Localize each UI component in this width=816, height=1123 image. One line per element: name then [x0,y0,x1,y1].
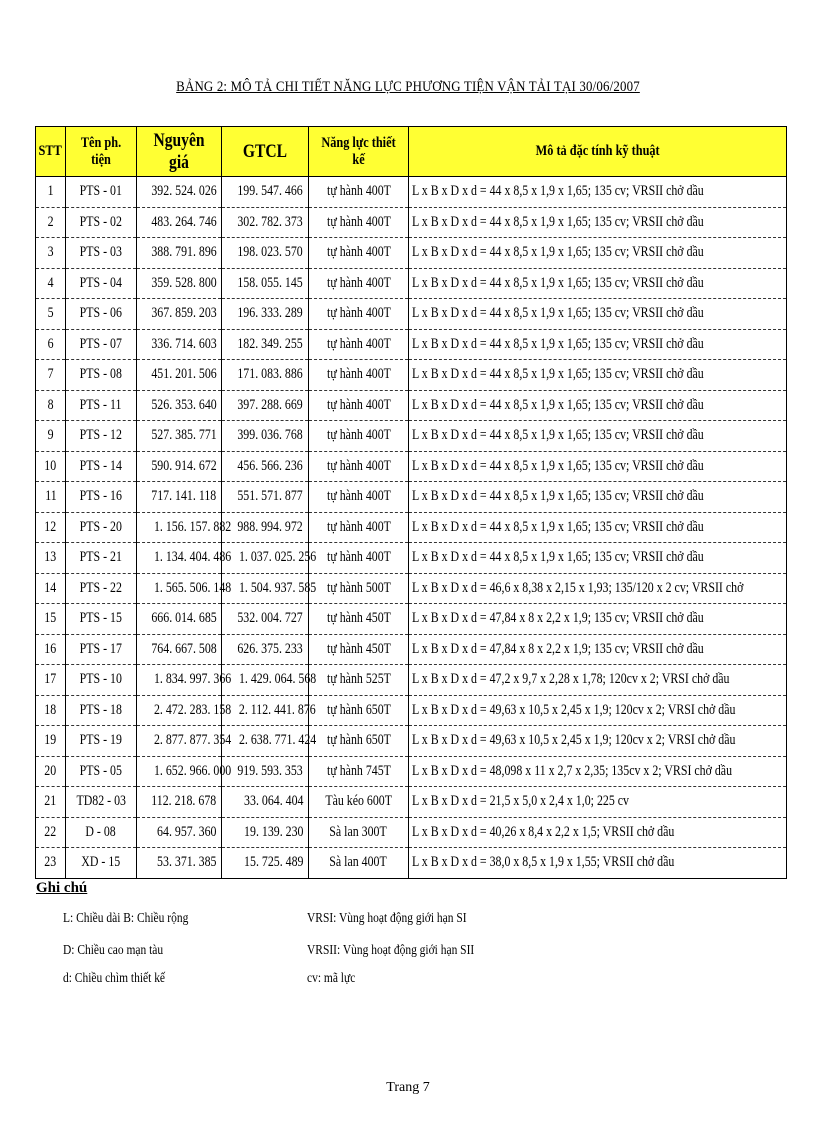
table-row [36,207,787,238]
row-residual-value: 2. 638. 771. 424 [222,726,309,757]
table-row [36,360,787,391]
row-technical-description: L x B x D x d = 44 x 8,5 x 1,9 x 1,65; 135 cv; VRSII chở dầu [409,299,787,330]
row-original-cost: 388. 791. 896 [137,238,222,269]
table-row [36,451,787,482]
row-design-capacity: tự hành 745T [309,756,409,787]
row-design-capacity: tự hành 400T [309,238,409,269]
row-original-cost: 336. 714. 603 [137,329,222,360]
row-stt: 22 [36,817,66,848]
row-residual-value: 919. 593. 353 [222,756,309,787]
row-vehicle-name: PTS - 22 [66,573,137,604]
note-vrsii: VRSII: Vùng hoạt động giới hạn SII [307,943,475,958]
row-residual-value: 1. 429. 064. 568 [222,665,309,696]
row-residual-value: 551. 571. 877 [222,482,309,513]
table-row [36,421,787,452]
table-row [36,390,787,421]
table-row [36,543,787,574]
row-residual-value: 1. 037. 025. 256 [222,543,309,574]
row-original-cost: 64. 957. 360 [137,817,222,848]
row-original-cost: 764. 667. 508 [137,634,222,665]
row-vehicle-name: PTS - 01 [66,177,137,208]
table-row [36,756,787,787]
table-row [36,817,787,848]
row-original-cost: 392. 524. 026 [137,177,222,208]
row-design-capacity: tự hành 450T [309,634,409,665]
row-design-capacity: tự hành 500T [309,573,409,604]
row-design-capacity: tự hành 450T [309,604,409,635]
row-technical-description: L x B x D x d = 47,84 x 8 x 2,2 x 1,9; 135 cv; VRSII chở dầu [409,634,787,665]
row-stt: 19 [36,726,66,757]
row-original-cost: 1. 134. 404. 486 [137,543,222,574]
row-residual-value: 196. 333. 289 [222,299,309,330]
row-original-cost: 112. 218. 678 [137,787,222,818]
row-technical-description: L x B x D x d = 44 x 8,5 x 1,9 x 1,65; 135 cv; VRSII chở dầu [409,238,787,269]
page-number: Trang 7 [386,1080,430,1095]
row-design-capacity: tự hành 400T [309,543,409,574]
row-technical-description: L x B x D x d = 44 x 8,5 x 1,9 x 1,65; 135 cv; VRSII chở dầu [409,177,787,208]
row-residual-value: 399. 036. 768 [222,421,309,452]
row-original-cost: 1. 834. 997. 366 [137,665,222,696]
row-stt: 10 [36,451,66,482]
row-design-capacity: tự hành 400T [309,299,409,330]
table-row [36,573,787,604]
row-stt: 13 [36,543,66,574]
row-design-capacity: tự hành 400T [309,177,409,208]
row-original-cost: 359. 528. 800 [137,268,222,299]
row-technical-description: L x B x D x d = 48,098 x 11 x 2,7 x 2,35; 135cv x 2; VRSI chở dầu [409,756,787,787]
row-residual-value: 199. 547. 466 [222,177,309,208]
row-technical-description: L x B x D x d = 44 x 8,5 x 1,9 x 1,65; 135 cv; VRSII chở dầu [409,329,787,360]
row-vehicle-name: TD82 - 03 [66,787,137,818]
row-design-capacity: tự hành 400T [309,451,409,482]
table-row [36,512,787,543]
row-original-cost: 590. 914. 672 [137,451,222,482]
row-vehicle-name: PTS - 04 [66,268,137,299]
table-row [36,665,787,696]
row-original-cost: 666. 014. 685 [137,604,222,635]
row-residual-value: 302. 782. 373 [222,207,309,238]
row-stt: 12 [36,512,66,543]
table-row [36,299,787,330]
row-original-cost: 2. 877. 877. 354 [137,726,222,757]
table-row [36,604,787,635]
row-original-cost: 1. 565. 506. 148 [137,573,222,604]
table-row [36,482,787,513]
table-row [36,238,787,269]
row-stt: 9 [36,421,66,452]
row-vehicle-name: PTS - 19 [66,726,137,757]
row-residual-value: 988. 994. 972 [222,512,309,543]
row-stt: 5 [36,299,66,330]
row-technical-description: L x B x D x d = 44 x 8,5 x 1,9 x 1,65; 135 cv; VRSII chở dầu [409,360,787,391]
row-stt: 1 [36,177,66,208]
row-technical-description: L x B x D x d = 44 x 8,5 x 1,9 x 1,65; 135 cv; VRSII chở dầu [409,390,787,421]
row-original-cost: 53. 371. 385 [137,848,222,879]
note-cv: cv: mã lực [307,971,356,986]
row-original-cost: 483. 264. 746 [137,207,222,238]
header-vehicle-name: Tên ph. tiện [66,127,137,177]
row-technical-description: L x B x D x d = 21,5 x 5,0 x 2,4 x 1,0; 225 cv [409,787,787,818]
row-original-cost: 717. 141. 118 [137,482,222,513]
row-vehicle-name: PTS - 03 [66,238,137,269]
note-length-width: L: Chiều dài B: Chiều rộng [63,911,189,926]
row-design-capacity: tự hành 650T [309,726,409,757]
header-residual-value: GTCL [222,127,309,177]
row-original-cost: 2. 472. 283. 158 [137,695,222,726]
row-original-cost: 1. 156. 157. 882 [137,512,222,543]
row-vehicle-name: PTS - 16 [66,482,137,513]
row-design-capacity: tự hành 400T [309,390,409,421]
table-header-row [36,127,787,177]
row-technical-description: L x B x D x d = 40,26 x 8,4 x 2,2 x 1,5; VRSII chở dầu [409,817,787,848]
row-technical-description: L x B x D x d = 49,63 x 10,5 x 2,45 x 1,9; 120cv x 2; VRSI chở dầu [409,695,787,726]
table-row [36,634,787,665]
row-stt: 4 [36,268,66,299]
row-design-capacity: tự hành 400T [309,268,409,299]
row-stt: 6 [36,329,66,360]
table-row [36,848,787,879]
table-row [36,726,787,757]
row-design-capacity: tự hành 400T [309,421,409,452]
table-row [36,787,787,818]
row-stt: 21 [36,787,66,818]
header-design-capacity: Năng lực thiết kế [309,127,409,177]
row-stt: 16 [36,634,66,665]
row-vehicle-name: D - 08 [66,817,137,848]
row-design-capacity: Sà lan 400T [309,848,409,879]
row-vehicle-name: PTS - 21 [66,543,137,574]
note-depth: D: Chiều cao mạn tàu [63,943,164,958]
notes-title: Ghi chú [36,880,88,896]
row-vehicle-name: PTS - 10 [66,665,137,696]
row-vehicle-name: PTS - 06 [66,299,137,330]
header-stt: STT [36,127,66,177]
row-technical-description: L x B x D x d = 44 x 8,5 x 1,9 x 1,65; 135 cv; VRSII chở dầu [409,421,787,452]
row-design-capacity: tự hành 525T [309,665,409,696]
row-original-cost: 526. 353. 640 [137,390,222,421]
header-original-cost: Nguyên giá [137,127,222,177]
table-row [36,695,787,726]
row-technical-description: L x B x D x d = 44 x 8,5 x 1,9 x 1,65; 135 cv; VRSII chở dầu [409,482,787,513]
row-vehicle-name: PTS - 20 [66,512,137,543]
row-stt: 17 [36,665,66,696]
row-technical-description: L x B x D x d = 44 x 8,5 x 1,9 x 1,65; 135 cv; VRSII chở dầu [409,543,787,574]
note-draft: d: Chiều chìm thiết kế [63,971,166,986]
vehicle-table [35,126,787,879]
row-technical-description: L x B x D x d = 38,0 x 8,5 x 1,9 x 1,55; VRSII chở dầu [409,848,787,879]
row-stt: 23 [36,848,66,879]
row-vehicle-name: PTS - 17 [66,634,137,665]
row-vehicle-name: PTS - 14 [66,451,137,482]
row-stt: 15 [36,604,66,635]
row-technical-description: L x B x D x d = 47,2 x 9,7 x 2,28 x 1,78; 120cv x 2; VRSI chở dầu [409,665,787,696]
row-residual-value: 397. 288. 669 [222,390,309,421]
row-residual-value: 626. 375. 233 [222,634,309,665]
row-residual-value: 456. 566. 236 [222,451,309,482]
row-residual-value: 2. 112. 441. 876 [222,695,309,726]
row-vehicle-name: PTS - 08 [66,360,137,391]
table-row [36,329,787,360]
row-residual-value: 1. 504. 937. 585 [222,573,309,604]
row-residual-value: 532. 004. 727 [222,604,309,635]
row-residual-value: 19. 139. 230 [222,817,309,848]
row-design-capacity: tự hành 400T [309,482,409,513]
row-stt: 14 [36,573,66,604]
row-residual-value: 182. 349. 255 [222,329,309,360]
row-stt: 11 [36,482,66,513]
row-technical-description: L x B x D x d = 44 x 8,5 x 1,9 x 1,65; 135 cv; VRSII chở dầu [409,207,787,238]
row-vehicle-name: PTS - 18 [66,695,137,726]
row-design-capacity: tự hành 650T [309,695,409,726]
row-stt: 2 [36,207,66,238]
table-body [36,177,787,879]
row-design-capacity: tự hành 400T [309,207,409,238]
row-residual-value: 33. 064. 404 [222,787,309,818]
row-vehicle-name: PTS - 11 [66,390,137,421]
row-design-capacity: tự hành 400T [309,360,409,391]
row-stt: 18 [36,695,66,726]
row-stt: 7 [36,360,66,391]
row-vehicle-name: PTS - 02 [66,207,137,238]
row-vehicle-name: XD - 15 [66,848,137,879]
note-vrsi: VRSI: Vùng hoạt động giới hạn SI [307,911,467,926]
row-technical-description: L x B x D x d = 46,6 x 8,38 x 2,15 x 1,93; 135/120 x 2 cv; VRSII chở [409,573,787,604]
row-original-cost: 527. 385. 771 [137,421,222,452]
row-design-capacity: Tàu kéo 600T [309,787,409,818]
row-design-capacity: Sà lan 300T [309,817,409,848]
row-vehicle-name: PTS - 12 [66,421,137,452]
row-technical-description: L x B x D x d = 49,63 x 10,5 x 2,45 x 1,9; 120cv x 2; VRSI chở dầu [409,726,787,757]
row-stt: 3 [36,238,66,269]
table-row [36,177,787,208]
row-technical-description: L x B x D x d = 47,84 x 8 x 2,2 x 1,9; 135 cv; VRSII chở dầu [409,604,787,635]
row-technical-description: L x B x D x d = 44 x 8,5 x 1,9 x 1,65; 135 cv; VRSII chở dầu [409,451,787,482]
row-residual-value: 198. 023. 570 [222,238,309,269]
table-row [36,268,787,299]
row-stt: 8 [36,390,66,421]
row-technical-description: L x B x D x d = 44 x 8,5 x 1,9 x 1,65; 135 cv; VRSII chở dầu [409,512,787,543]
row-original-cost: 367. 859. 203 [137,299,222,330]
row-stt: 20 [36,756,66,787]
row-design-capacity: tự hành 400T [309,329,409,360]
row-design-capacity: tự hành 400T [309,512,409,543]
row-original-cost: 451. 201. 506 [137,360,222,391]
page-title: BẢNG 2: MÔ TẢ CHI TIẾT NĂNG LỰC PHƯƠNG TIỆN VẬN TẢI TẠI 30/06/2007 [176,79,640,95]
row-residual-value: 158. 055. 145 [222,268,309,299]
row-vehicle-name: PTS - 15 [66,604,137,635]
row-vehicle-name: PTS - 05 [66,756,137,787]
header-technical-description: Mô tả đặc tính kỹ thuật [409,127,787,177]
row-residual-value: 171. 083. 886 [222,360,309,391]
row-original-cost: 1. 652. 966. 000 [137,756,222,787]
row-technical-description: L x B x D x d = 44 x 8,5 x 1,9 x 1,65; 135 cv; VRSII chở dầu [409,268,787,299]
row-vehicle-name: PTS - 07 [66,329,137,360]
row-residual-value: 15. 725. 489 [222,848,309,879]
